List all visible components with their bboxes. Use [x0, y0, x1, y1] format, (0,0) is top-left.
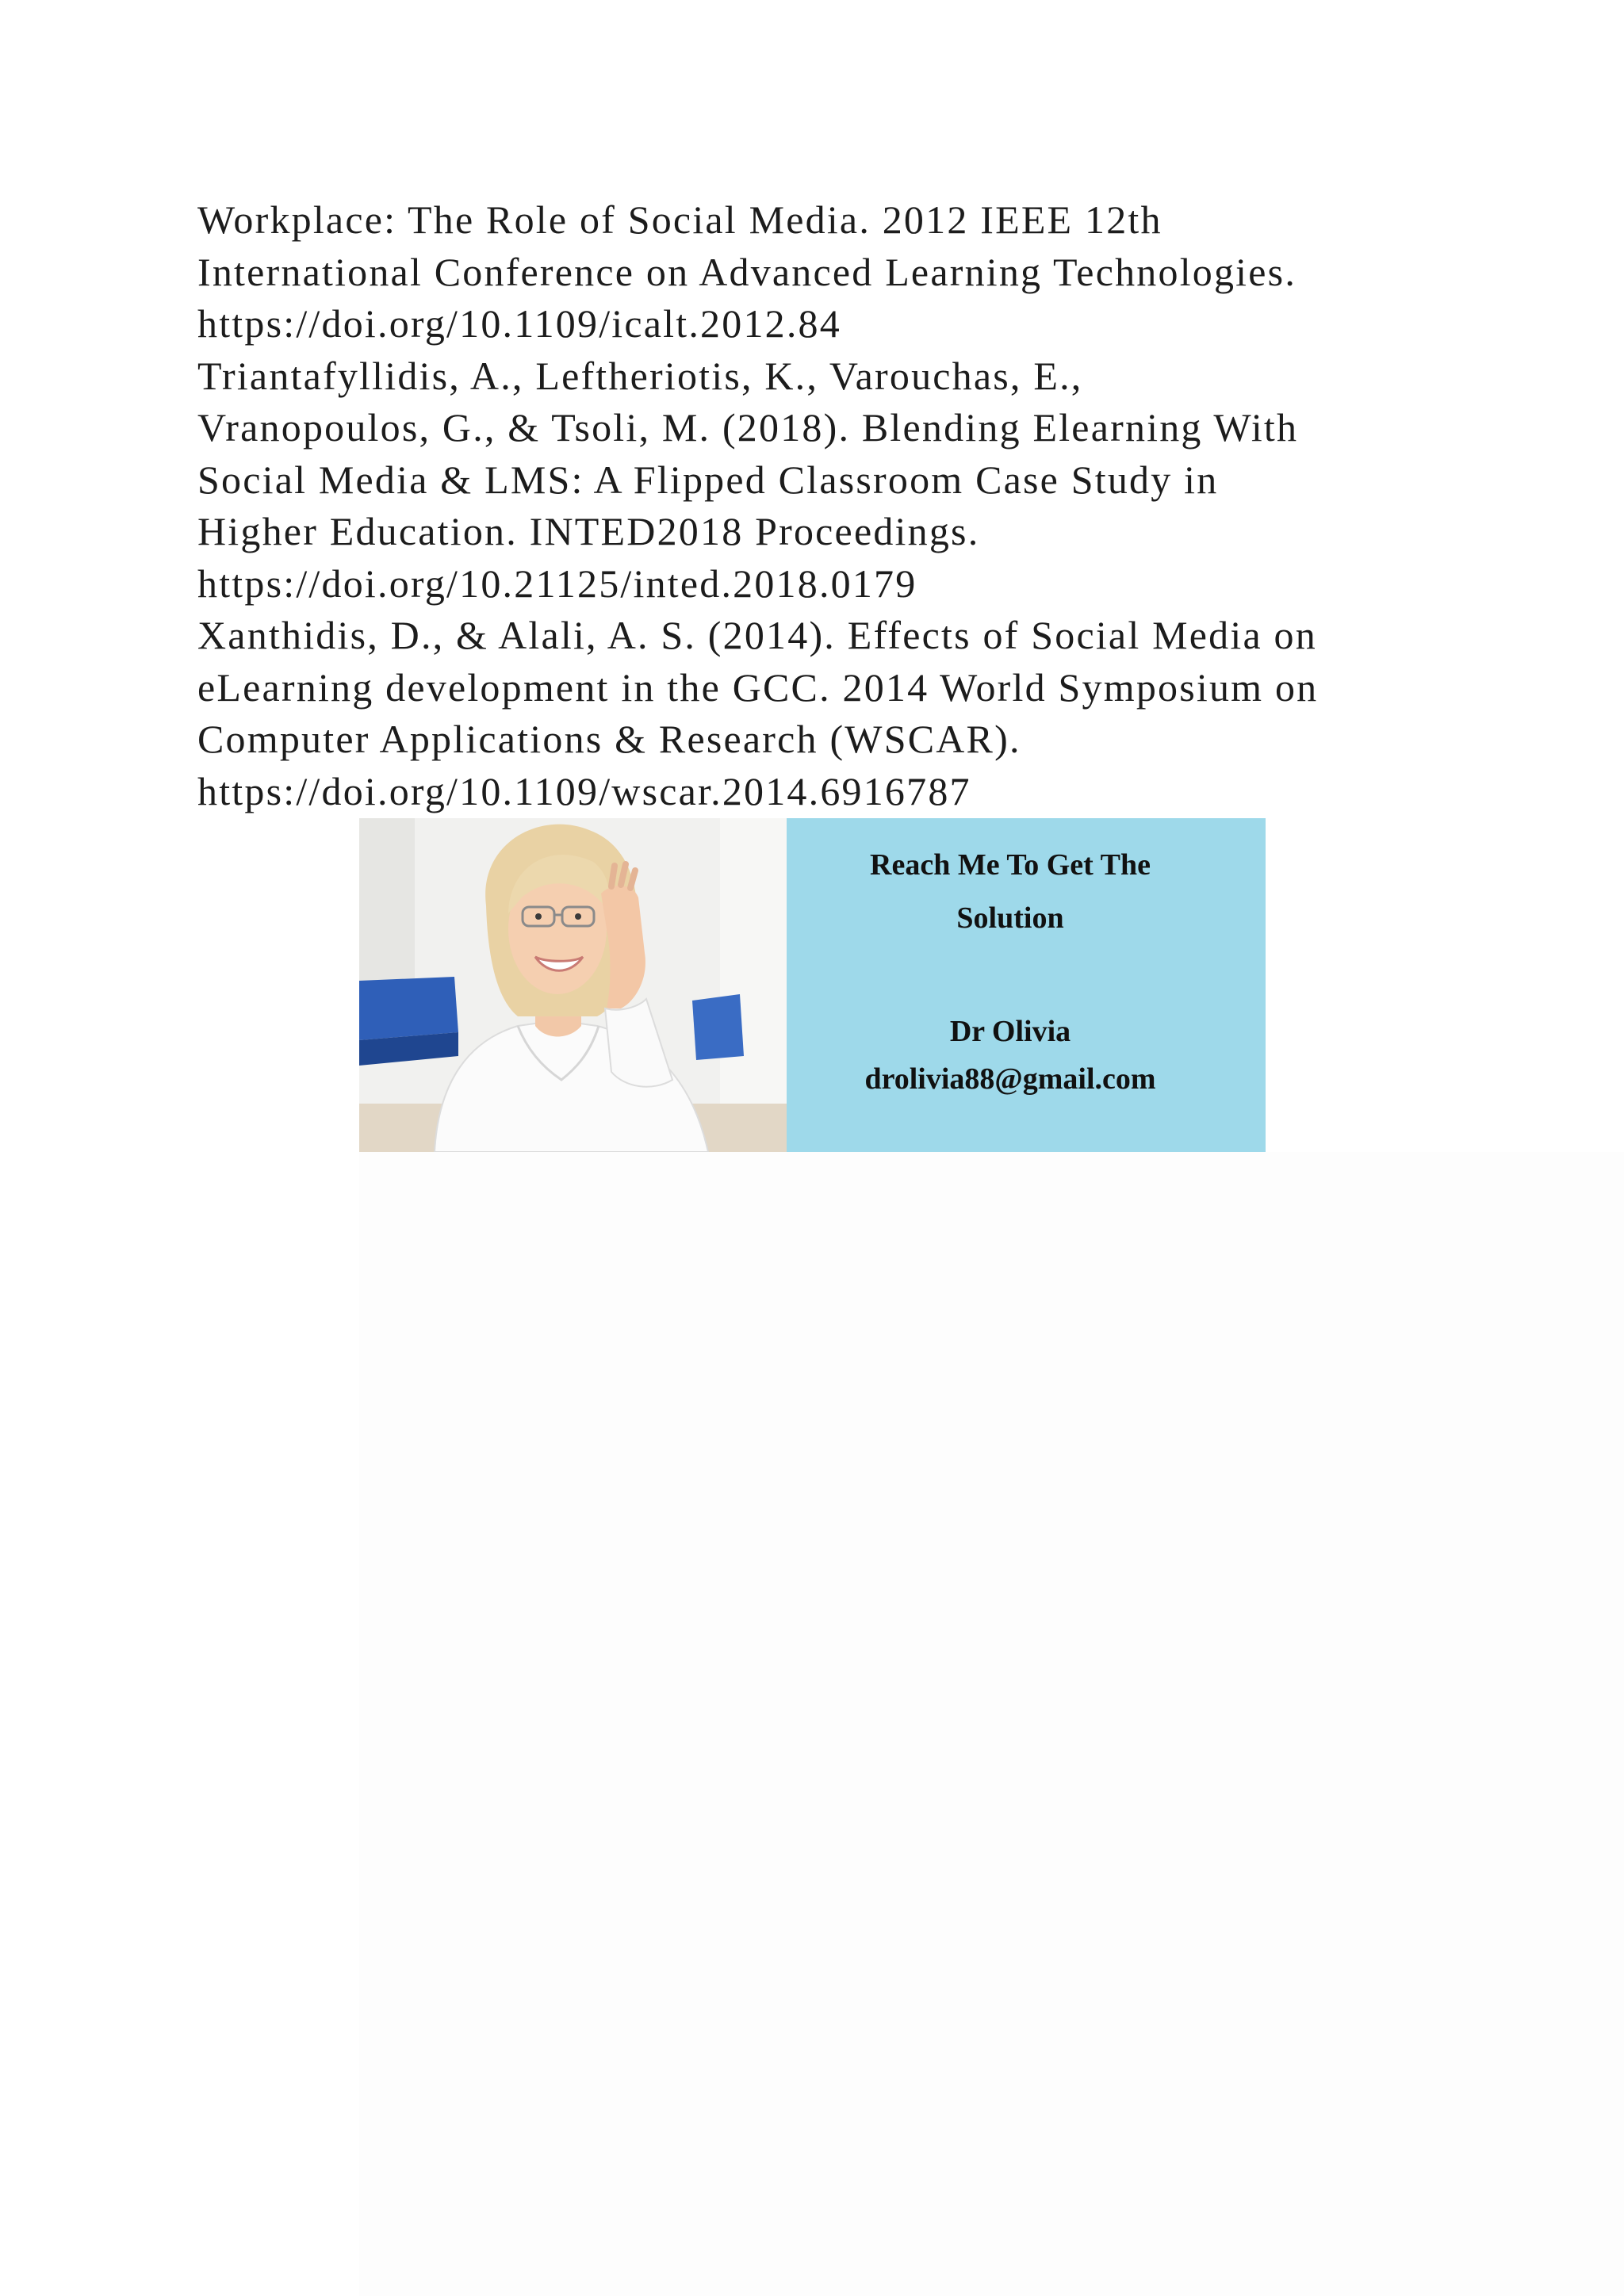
- headline-line-1: Reach Me To Get The: [870, 848, 1151, 882]
- reference-doi-link: https://doi.org/10.21125/inted.2018.0179: [197, 561, 917, 606]
- reference-doi-link: https://doi.org/10.1109/icalt.2012.84: [197, 301, 841, 346]
- reference-line: Higher Education. INTED2018 Proceedings.: [197, 509, 980, 553]
- reference-list: [197, 194, 1498, 817]
- reference-doi-link: https://doi.org/10.1109/wscar.2014.6916787: [197, 768, 971, 813]
- reference-line: eLearning development in the GCC. 2014 World Symposium on: [197, 664, 1319, 710]
- reference-line: Xanthidis, D., & Alali, A. S. (2014). Effects of Social Media on: [197, 613, 1317, 657]
- contact-banner: [359, 818, 1266, 1152]
- contact-panel: [787, 818, 1266, 1152]
- reference-line: Social Media & LMS: A Flipped Classroom Case Study in: [197, 457, 1219, 502]
- contact-email: drolivia88@gmail.com: [864, 1062, 1156, 1096]
- contact-name: Dr Olivia: [949, 1015, 1071, 1048]
- portrait-illustration: [359, 818, 787, 1152]
- reference-line: Triantafyllidis, A., Leftheriotis, K., Varouchas, E.,: [197, 353, 1083, 398]
- woman-portrait-photo: [359, 818, 787, 1152]
- reference-line: Workplace: The Role of Social Media. 2012 IEEE 12th: [197, 197, 1162, 242]
- reference-line: Computer Applications & Research (WSCAR).: [197, 717, 1021, 761]
- reference-line: International Conference on Advanced Learning Technologies.: [197, 249, 1297, 294]
- headline-line-2: Solution: [956, 901, 1064, 935]
- reference-line: Vranopoulos, G., & Tsoli, M. (2018). Blending Elearning With: [197, 405, 1299, 450]
- blank-area: [359, 1152, 1624, 2296]
